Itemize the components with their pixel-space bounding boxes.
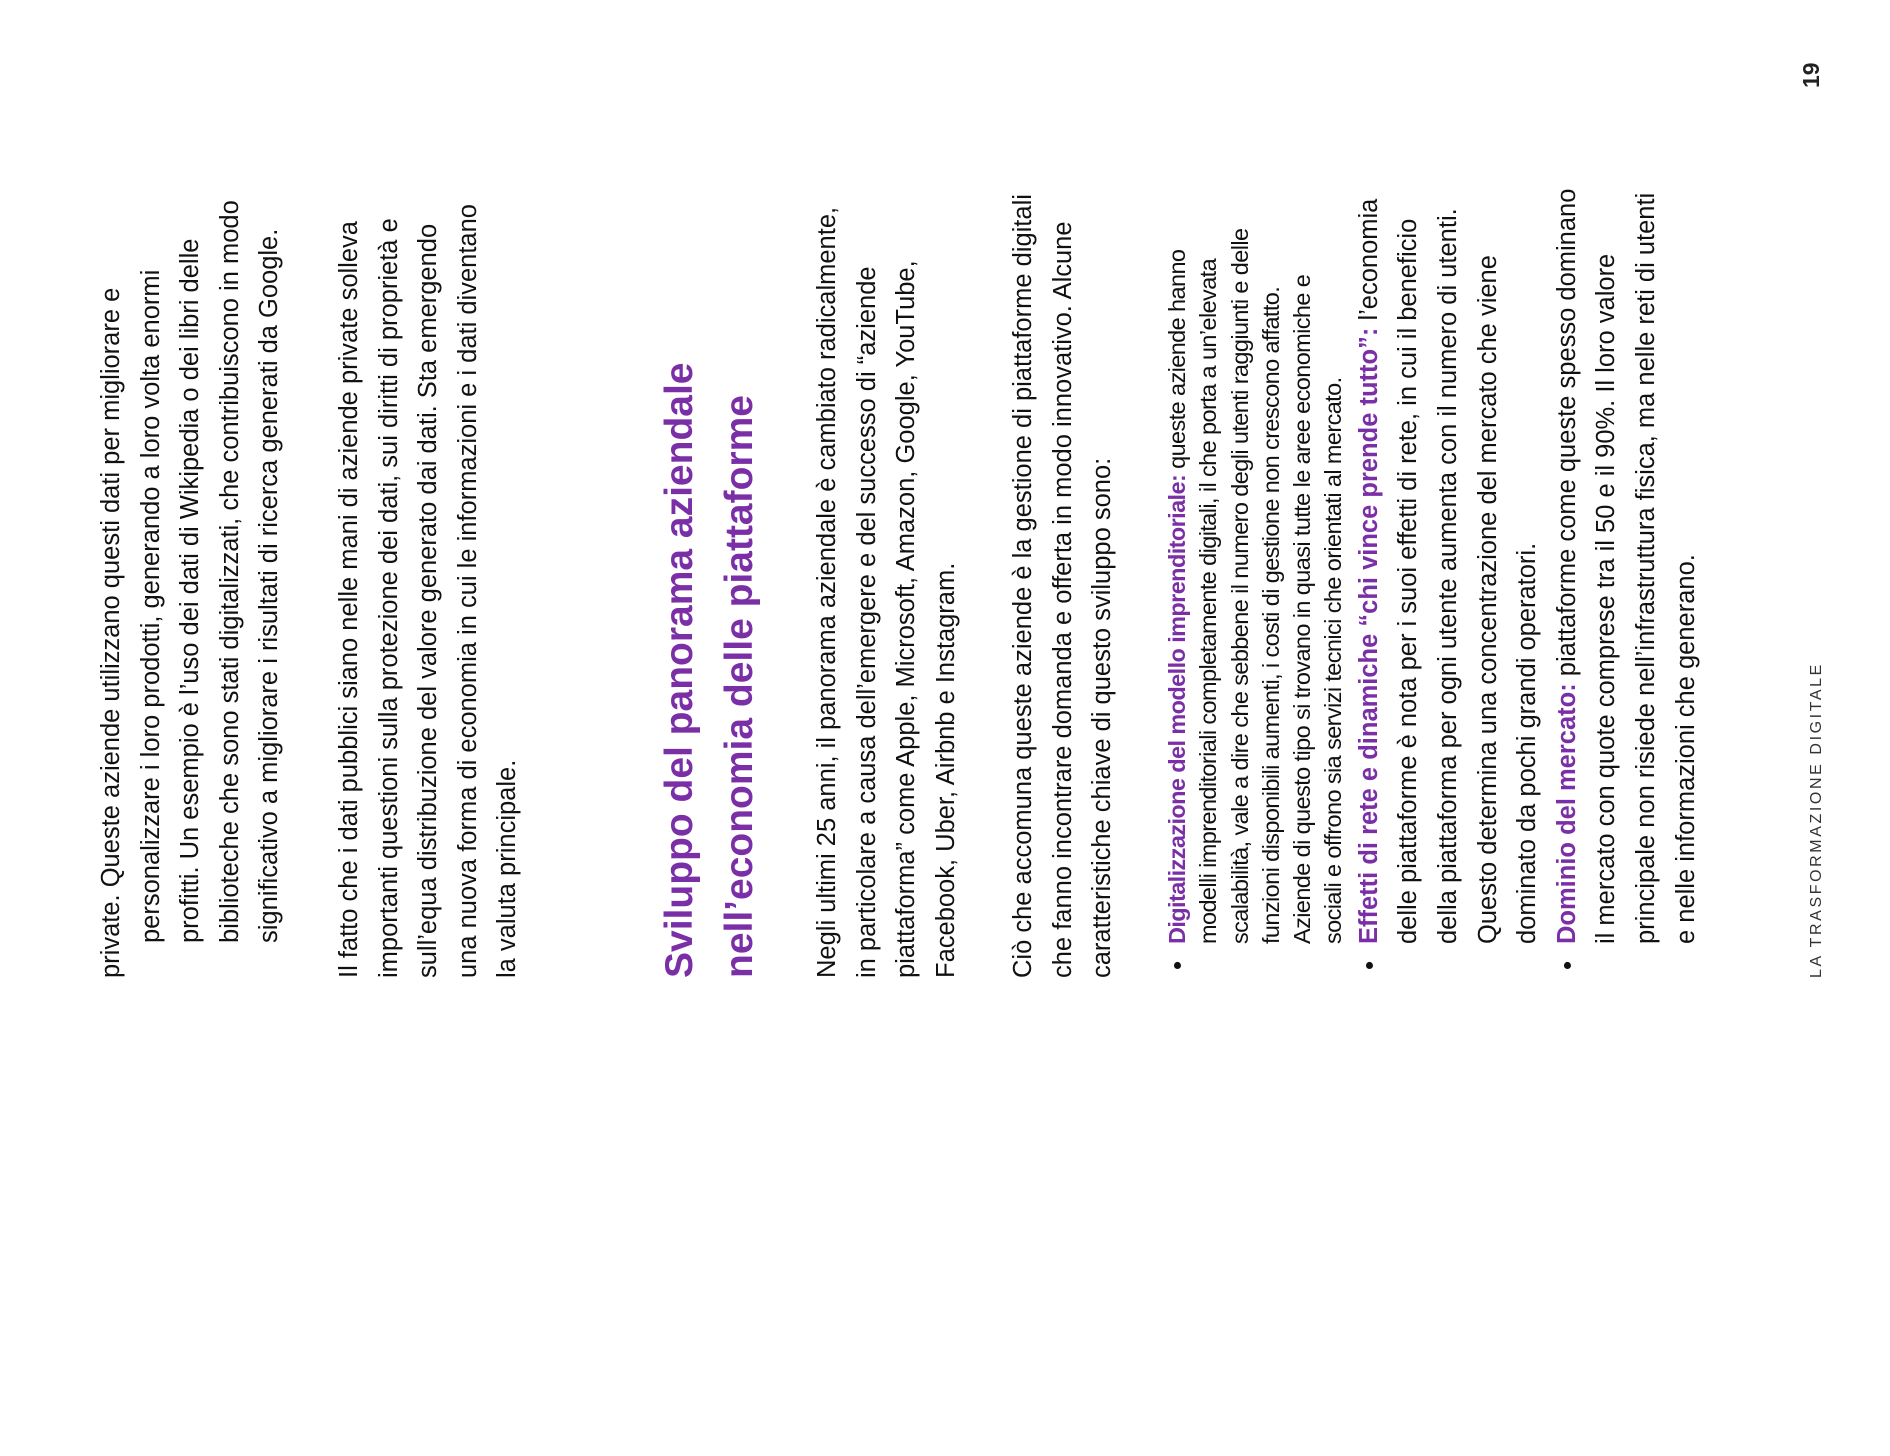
heading-line: nell’economia delle piattaforme	[718, 395, 761, 978]
footer-title: LA TRASFORMAZIONE DIGITALE	[1808, 662, 1825, 978]
bullet-dot-icon: •	[1162, 961, 1192, 970]
text-line: sull’equa distribuzione del valore generato dai dati. Sta emergendo	[414, 223, 443, 978]
bullet-first-line	[1548, 78, 1588, 944]
public-data-paragraph	[330, 78, 528, 978]
text-line: piattaforma” come Apple, Microsoft, Amazon, Google, YouTube,	[892, 260, 921, 978]
text-line: della piattaforma per ogni utente aumenta con il numero di utenti.	[1433, 208, 1462, 944]
text-line: principale non risiede nell’infrastruttura fisica, ma nelle reti di utenti	[1631, 192, 1660, 944]
bullet-text: queste aziende hanno	[1164, 249, 1190, 475]
bullet-dot-icon: •	[1551, 960, 1582, 970]
text-line: funzioni disponibili aumenti, i costi di gestione non crescono affatto.	[1257, 286, 1284, 944]
bullet-item	[1162, 78, 1350, 978]
platform-companies-paragraph	[808, 78, 966, 978]
bullet-first-line	[1350, 78, 1390, 944]
text-line: sociali e offrono sia servizi tecnici che orientati al mercato.	[1320, 377, 1347, 944]
intro-paragraph	[92, 78, 290, 978]
text-line: una nuova forma di economia in cui le informazioni e i dati diventano	[453, 204, 482, 978]
text-line: Negli ultimi 25 anni, il panorama aziendale è cambiato radicalmente,	[813, 206, 841, 978]
text-line: biblioteche che sono stati digitalizzati, che contribuiscono in modo	[215, 200, 244, 943]
text-line: il mercato con quote comprese tra il 50 e il 90%. Il loro valore	[1592, 253, 1621, 944]
text-line: profitti. Un esempio è l’uso dei dati di Wikipedia o dei libri delle	[176, 238, 205, 943]
text-line: scalabilità, vale a dire che sebbene il numero degli utenti raggiunti e delle	[1226, 228, 1253, 944]
bullet-list	[1162, 78, 1706, 978]
section-heading	[650, 78, 770, 978]
text-line: che fanno incontrare domanda e offerta in modo innovativo. Alcune	[1048, 221, 1077, 978]
text-line: e nelle informazioni che generano.	[1671, 554, 1700, 944]
bullet-keyword: Digitalizzazione del modello imprenditoriale:	[1164, 474, 1190, 944]
text-line: Questo determina una concentrazione del mercato che viene	[1473, 255, 1502, 944]
page-number: 19	[1798, 62, 1824, 88]
text-line: significativo a migliorare i risultati di ricerca generati da Google.	[255, 228, 284, 943]
bullet-first-line	[1162, 78, 1193, 944]
bullet-item	[1350, 78, 1548, 978]
bullet-dot-icon: •	[1353, 960, 1384, 970]
text-line: private. Queste aziende utilizzano questi dati per migliorare e	[97, 287, 125, 978]
text-line: caratteristiche chiave di questo sviluppo sono:	[1088, 457, 1117, 978]
heading-line: Sviluppo del panorama aziendale	[658, 362, 701, 978]
text-line: importanti questioni sulla protezione dei dati, sui diritti di proprietà e	[374, 218, 403, 978]
text-line: Ciò che accomuna queste aziende è la gestione di piattaforme digitali	[1009, 194, 1037, 978]
text-line: delle piattaforme è nota per i suoi effetti di rete, in cui il beneficio	[1394, 218, 1423, 944]
text-line: la valuta principale.	[493, 759, 522, 978]
text-line: modelli imprenditoriali completamente digitali, il che porta a un’elevata	[1195, 258, 1222, 944]
bullet-text: l’economia	[1354, 198, 1383, 328]
text-line: dominato da pochi grandi operatori.	[1513, 542, 1542, 944]
bullet-keyword: Effetti di rete e dinamiche “chi vince prende tutto”:	[1354, 327, 1383, 944]
text-line: Facebook, Uber, Airbnb e Instagram.	[931, 562, 960, 978]
text-line: in particolare a causa dell’emergere e del successo di “aziende	[852, 266, 881, 978]
bullet-text: piattaforme come queste spesso dominano	[1552, 188, 1581, 684]
common-traits-paragraph	[1004, 78, 1123, 978]
bullet-item	[1548, 78, 1706, 978]
text-line: Aziende di questo tipo si trovano in quasi tutte le aree economiche e	[1289, 274, 1316, 944]
bullet-keyword: Dominio del mercato:	[1552, 683, 1581, 944]
text-line: Il fatto che i dati pubblici siano nelle mani di aziende private solleva	[335, 221, 363, 978]
text-line: personalizzare i loro prodotti, generando a loro volta enormi	[136, 269, 165, 943]
